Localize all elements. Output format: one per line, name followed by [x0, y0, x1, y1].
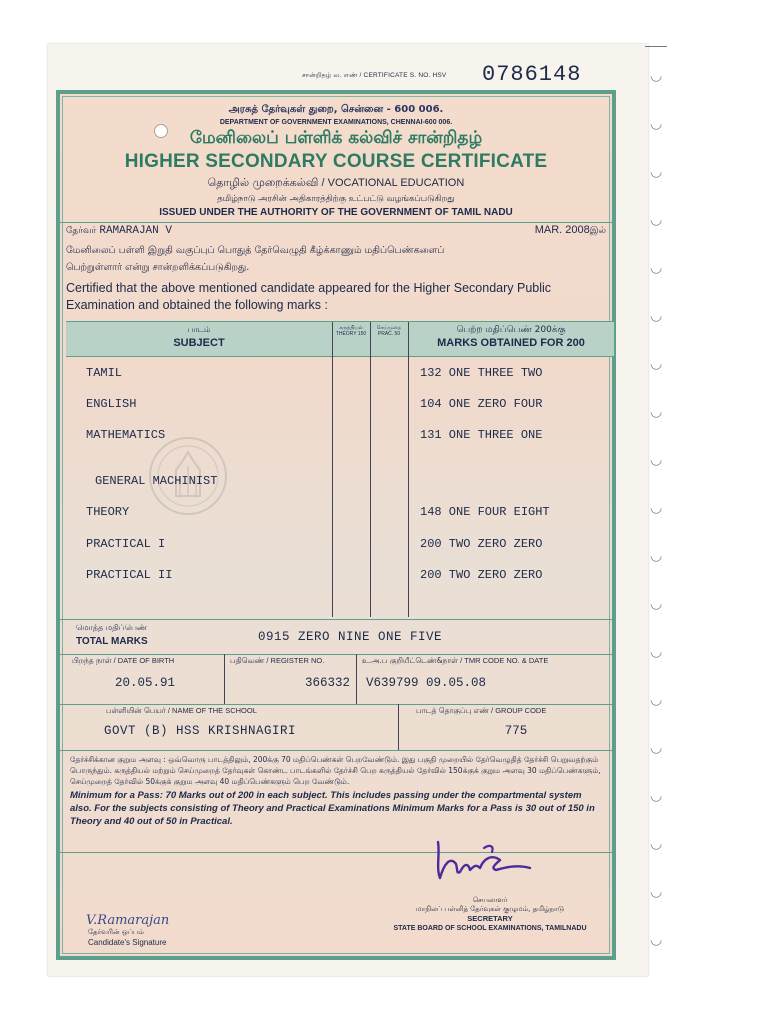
vocational-english: / VOCATIONAL EDUCATION — [321, 177, 465, 189]
table-row — [66, 428, 614, 446]
school-label — [106, 706, 257, 716]
secretary-tamil-board: மாநிலப் பள்ளித் தேர்வுகள் குழுமம், தமிழ்நாடு — [415, 905, 565, 913]
signature-area — [60, 856, 612, 954]
secretary-title: SECRETARY — [467, 914, 513, 923]
school-divider — [60, 750, 612, 751]
marks-header — [408, 322, 614, 349]
col-divider — [408, 322, 409, 356]
subject-name: MATHEMATICS — [86, 428, 166, 442]
subject-header — [66, 322, 332, 349]
subject-marks: 200 TWO ZERO ZERO — [420, 568, 543, 582]
practical-header: செய்முறை PRAC. 50 — [376, 325, 402, 337]
subject-marks: 131 ONE THREE ONE — [420, 428, 543, 442]
group-label-english: / GROUP CODE — [491, 706, 547, 715]
page-edge-line — [645, 46, 667, 47]
authority-tamil: தமிழ்நாடு அரசின் அதிகாரத்திற்கு உட்பட்டு வழங்கப்படுகிறது — [217, 194, 455, 204]
statement-tamil-2: பெற்றுள்ளார் என்று சான்றளிக்கப்படுகிறது. — [66, 262, 250, 273]
certificate-title: HIGHER SECONDARY COURSE CERTIFICATE — [124, 151, 548, 172]
candidate-row — [66, 224, 606, 240]
vocational-tamil: தொழில் முறைக்கல்வி — [207, 176, 319, 189]
serial-label: சான்றிதழ் வ. எண் / CERTIFICATE S. NO. HSV — [302, 72, 447, 79]
total-label-english: TOTAL MARKS — [76, 636, 148, 647]
secretary-block — [370, 896, 610, 932]
tmr-value: V639799 09.05.08 — [366, 676, 487, 690]
register-cell — [224, 654, 356, 704]
school-label-english: / NAME OF THE SCHOOL — [167, 706, 257, 715]
subject-name: THEORY — [86, 505, 130, 519]
exam-date-suffix: இல் — [589, 226, 606, 236]
dob-label-tamil: பிறந்த நாள் — [72, 656, 112, 665]
pass-notes-english: Minimum for a Pass: 70 Marks out of 200 in each subject. This includes passing under the compartmental system also. For the subjects consisting of Theory and Practical Examinations Minimum Marks for a Pass is 30 out of 150 in Theory and 40 out of 50 in Practical. — [70, 790, 595, 827]
marks-header-english: MARKS OBTAINED FOR 200 — [437, 337, 585, 349]
dob-label-english: / DATE OF BIRTH — [113, 656, 175, 665]
statement-tamil-1: மேனிலைப் பள்ளி இறுதி வகுப்புப் பொதுத் தேர்வெழுதி கீழ்க்காணும் மதிப்பெண்களைப் — [66, 245, 445, 256]
candidate-sig-label-english: Candidate's Signature — [88, 938, 167, 947]
statement-english: Certified that the above mentioned candidate appeared for the Higher Secondary Public Examination and obtained the following marks : — [66, 281, 552, 312]
table-row — [66, 537, 614, 555]
marks-header-tamil: பெற்ற மதிப்பெண் 200க்கு — [456, 325, 566, 335]
register-label-tamil: பதிவெண் — [230, 656, 265, 665]
subject-name: PRACTICAL I — [86, 537, 166, 551]
school-row — [66, 704, 614, 750]
marks-table-body — [66, 355, 614, 617]
tmr-label-english: / TMR CODE NO. & DATE — [460, 656, 549, 665]
total-label-tamil: மொத்த மதிப்பெண் — [76, 623, 148, 632]
table-row — [66, 568, 614, 586]
theory-header: கருத்தியல் THEORY 150 — [335, 325, 367, 337]
subject-name: PRACTICAL II — [86, 568, 173, 582]
tmr-label-tamil: உ.அ.ப குறியீட்டெண்&நாள் — [362, 656, 459, 665]
title-tamil: மேனிலைப் பள்ளிக் கல்விச் சான்றிதழ் — [189, 128, 483, 148]
header-divider — [60, 222, 612, 223]
subject-name: GENERAL MACHINIST — [95, 474, 218, 488]
subject-header-english: SUBJECT — [173, 337, 225, 349]
dob-cell — [66, 654, 224, 704]
register-value: 366332 — [304, 676, 350, 690]
exam-date — [535, 224, 606, 237]
table-row — [66, 505, 614, 523]
col-divider — [332, 322, 333, 356]
cell-divider — [398, 704, 399, 750]
certificate-serial — [302, 62, 602, 88]
col-divider — [370, 322, 371, 356]
subject-header-tamil: பாடம் — [187, 325, 211, 334]
pass-notes-tamil: தேர்ச்சிக்கான குறும அளவு : ஒவ்வொரு பாடத்திலும், 200க்கு 70 மதிப்பெண்கள் பெறவேண்டும். இது பகுதி முறையில் தேர்வெழுதித் தேர்ச்சி பெறுவதற்கும் பொருந்தும். கருத்தியல் மற்றும் செய்முறைத் தேர்வுகள் கொண்ட பாடங்களில் தேர்ச்சி பெற கருத்தியல் தேர்வில் 150க்குக் குறும அளவு 30 மதிப்பெண்களும், செய்முறைத் தேர்வில் 50க்குக் குறும அளவு 40 மதிப்பெண்களும் பெற வேண்டும். — [70, 755, 601, 786]
tmr-label — [362, 656, 548, 666]
candidate-signature-text: V.Ramarajan — [86, 913, 170, 928]
subject-marks: 132 ONE THREE TWO — [420, 366, 543, 380]
group-label-tamil: பாடத் தொகுப்பு எண் — [416, 706, 489, 715]
dept-english: DEPARTMENT OF GOVERNMENT EXAMINATIONS, CHENNAI-600 006. — [219, 119, 453, 126]
table-row — [66, 474, 614, 492]
register-label-english: / REGISTER NO. — [266, 656, 325, 665]
group-code-value: 775 — [504, 724, 528, 738]
total-marks-row — [66, 620, 614, 654]
subject-marks: 104 ONE ZERO FOUR — [420, 397, 543, 411]
subject-marks: 148 ONE FOUR EIGHT — [420, 505, 550, 519]
tmr-cell — [356, 654, 614, 704]
school-label-tamil: பள்ளியின் பெயர் — [106, 706, 166, 715]
dob-value: 20.05.91 — [114, 676, 175, 690]
secretary-tamil-title: செயலாளர் — [472, 896, 508, 904]
register-label — [230, 656, 324, 666]
pass-notes — [70, 754, 605, 828]
authority-english: ISSUED UNDER THE AUTHORITY OF THE GOVERNMENT OF TAMIL NADU — [159, 207, 513, 218]
dept-tamil: அரசுத் தேர்வுகள் துறை, சென்னை - 600 006. — [228, 104, 444, 115]
secretary-board: STATE BOARD OF SCHOOL EXAMINATIONS, TAMILNADU — [393, 925, 587, 932]
candidate-label: தேர்வர் — [66, 226, 97, 236]
subject-name: ENGLISH — [86, 397, 137, 411]
vocational-line — [60, 176, 612, 191]
secretary-signature — [430, 834, 540, 898]
school-name: GOVT (B) HSS KRISHNAGIRI — [104, 724, 297, 738]
candidate-sig-label-tamil: தேர்வரின் ஒப்பம் — [88, 928, 144, 936]
serial-number: 0786148 — [482, 62, 582, 87]
exam-date-value: MAR. 2008 — [534, 224, 590, 236]
subject-marks: 200 TWO ZERO ZERO — [420, 537, 543, 551]
candidate-name: RAMARAJAN V — [99, 225, 172, 237]
perforation-edge: ◡ ◡ ◡ ◡ ◡ ◡ ◡ ◡ ◡ ◡ ◡ ◡ ◡ ◡ ◡ ◡ ◡ ◡ ◡ — [650, 68, 663, 948]
table-row — [66, 366, 614, 384]
total-marks-value: 0915 ZERO NINE ONE FIVE — [258, 630, 443, 644]
dob-label — [72, 656, 174, 666]
subject-name: TAMIL — [86, 366, 123, 380]
marks-table-header — [66, 321, 614, 357]
group-code-label — [416, 706, 546, 716]
info-row — [66, 654, 614, 704]
table-row — [66, 397, 614, 415]
